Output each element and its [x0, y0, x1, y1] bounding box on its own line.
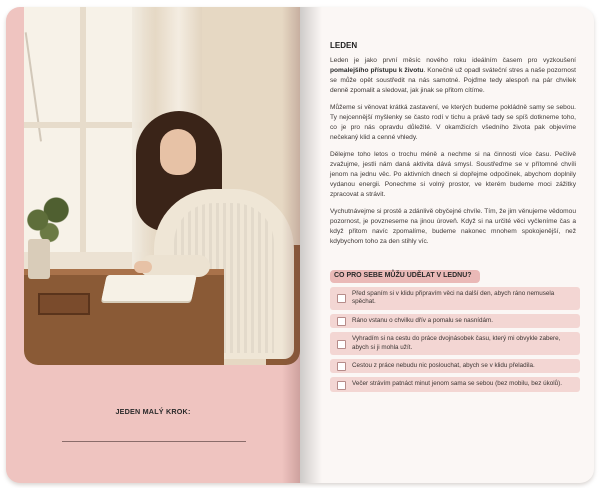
- paragraph-1-end: . Konečně už opadl sváteční stres a naše pozornost se může opět soustředit na nás samotné. Pojďme tedy alespoň na pár chvilek denně zpomalit a sledovat, jak jinak se přitom cítíme.: [330, 67, 576, 94]
- checkbox[interactable]: [337, 362, 346, 371]
- month-heading: LEDEN: [330, 41, 358, 50]
- paragraph-1-start: Leden je jako první měsíc nového roku ideálním časem pro vyzkoušení: [330, 57, 576, 64]
- checkbox[interactable]: [337, 317, 346, 326]
- paragraph-1-bold: pomalejšího přístupu k životu: [330, 67, 424, 74]
- checklist-item: [330, 332, 580, 355]
- checklist-item: [330, 359, 580, 373]
- photo-woman-face: [160, 129, 196, 175]
- checkbox[interactable]: [337, 294, 346, 303]
- checklist-item-text: Cestou z práce nebudu nic poslouchat, abych se v klidu přeladila.: [352, 362, 535, 370]
- photo-wooden-tray: [38, 293, 90, 315]
- paragraph-3: Dělejme toho letos o trochu méně a nechme si na činnosti více času. Pečlivě zvažujme, jestli nám daná aktivita dává smysl. Soustřeďme se v přítomné chvíli jenom na jednu věc. Po aktivních dnech si dopřejme odpočinek, abychom doplnily vydanou energii. Ponechme si volný prostor, ve kterém budeme moci zážitky zpracovat a strávit.: [330, 151, 576, 198]
- left-gutter-shadow: [282, 7, 300, 483]
- checklist-item-text: Před spaním si v klidu připravím věci na další den, abych ráno nemusela spěchat.: [352, 290, 555, 306]
- photo-woman-hand: [134, 261, 152, 273]
- step-write-line[interactable]: [62, 441, 246, 442]
- paragraph-1: [330, 56, 576, 96]
- checklist-item-text: Ráno vstanu o chvilku dřív a pomalu se nasnídám.: [352, 316, 494, 324]
- checklist-item-text: Večer strávím patnáct minut jenom sama se sebou (bez mobilu, bez úkolů).: [352, 380, 562, 388]
- checkbox[interactable]: [337, 340, 346, 349]
- window-frame-vertical: [80, 7, 86, 252]
- checklist-item: [330, 287, 580, 310]
- checklist-item-text: Vyhradím si na cestu do práce dvojnásobek času, který mi obvykle zabere, abych si ji mohla užít.: [352, 335, 561, 351]
- checkbox[interactable]: [337, 381, 346, 390]
- photo-plant-pot: [28, 239, 50, 279]
- photo-open-book: [101, 275, 197, 301]
- question-heading: CO PRO SEBE MŮŽU UDĚLAT V LEDNU?: [334, 272, 472, 279]
- right-gutter-shadow: [300, 7, 322, 483]
- paragraph-4: Vychutnávejme si prostě a zdánlivě obyčejné chvíle. Tím, že jim věnujeme vědomou pozornost, je povzneseme na jinou úroveň. Když si na určité věci vyčleníme čas a když přitom navíc zpomalíme, budeme nakonec mnohem spokojenější, než kdybychom toho za den stihly víc.: [330, 208, 576, 245]
- right-page: [300, 7, 594, 483]
- photo-woman-reading: [24, 7, 300, 365]
- text-content: [330, 41, 576, 254]
- checklist-item: [330, 314, 580, 328]
- checklist-item: [330, 377, 580, 391]
- left-page: [6, 7, 300, 483]
- checklist: [330, 287, 580, 396]
- paragraph-2: Můžeme si věnovat krátká zastavení, ve kterých budeme pokládně samy se sebou. Ty nejcennější myšlenky se často rodí v tichu a právě tady se spíš dotkneme toho, co je pro nás opravdu důležité. V okamžicích všedního života pak objevíme nečekaný klid a cenné vhledy.: [330, 104, 576, 141]
- photo-plant-leaves: [24, 195, 70, 245]
- window-frame-horizontal: [24, 122, 142, 128]
- step-label: JEDEN MALÝ KROK:: [115, 407, 191, 416]
